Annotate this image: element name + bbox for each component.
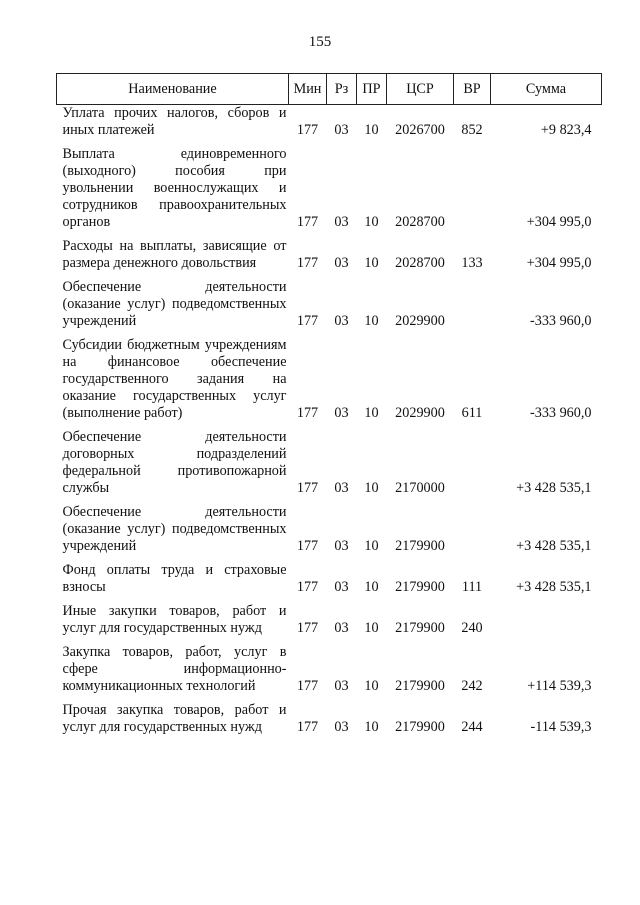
table-header <box>57 74 602 105</box>
header-row <box>57 74 602 105</box>
cell-rz: 03 <box>334 579 349 595</box>
cell-vr <box>454 429 491 504</box>
cell-min: 177 <box>296 405 319 421</box>
cell-min: 177 <box>296 620 319 636</box>
cell-pr: 10 <box>364 255 379 271</box>
cell-sum: +114 539,3 <box>527 678 592 694</box>
cell-rz: 03 <box>334 480 349 496</box>
cell-vr: 852 <box>461 122 483 138</box>
cell-min: 177 <box>296 255 319 271</box>
cell-csr: 2029900 <box>395 313 445 329</box>
cell-sum <box>491 603 602 644</box>
cell-pr: 10 <box>364 719 379 735</box>
budget-table <box>56 73 602 743</box>
header-csr: ЦСР <box>387 74 454 105</box>
cell-rz: 03 <box>334 538 349 554</box>
cell-csr: 2179900 <box>395 538 445 554</box>
cell-rz: 03 <box>334 214 349 230</box>
cell-sum: +3 428 535,1 <box>516 538 592 554</box>
cell-vr: 240 <box>461 620 483 636</box>
cell-pr: 10 <box>364 620 379 636</box>
cell-name: Прочая закупка товаров, работ и услуг для государственных нужд <box>62 702 287 735</box>
cell-min: 177 <box>296 214 319 230</box>
cell-csr: 2026700 <box>395 122 445 138</box>
cell-sum: +3 428 535,1 <box>516 579 592 595</box>
table-row <box>57 105 602 147</box>
cell-rz: 03 <box>334 620 349 636</box>
cell-rz: 03 <box>334 313 349 329</box>
cell-csr: 2029900 <box>395 405 445 421</box>
cell-name: Выплата единовременного (выходного) пособия при увольнении военнослужащих и сотрудников правоохранительных органов <box>62 146 287 230</box>
cell-pr: 10 <box>364 579 379 595</box>
cell-rz: 03 <box>334 719 349 735</box>
cell-pr: 10 <box>364 122 379 138</box>
header-name: Наименование <box>57 74 289 105</box>
cell-min: 177 <box>296 538 319 554</box>
cell-name: Уплата прочих налогов, сборов и иных платежей <box>62 105 287 138</box>
cell-rz: 03 <box>334 122 349 138</box>
cell-pr: 10 <box>364 480 379 496</box>
table-body <box>57 105 602 744</box>
cell-name: Расходы на выплаты, зависящие от размера денежного довольствия <box>62 238 287 271</box>
table-row <box>57 562 602 603</box>
cell-min: 177 <box>296 480 319 496</box>
cell-csr: 2170000 <box>395 480 445 496</box>
cell-sum: -114 539,3 <box>530 719 592 735</box>
cell-name: Иные закупки товаров, работ и услуг для государственных нужд <box>62 603 287 636</box>
table-row <box>57 504 602 562</box>
cell-min: 177 <box>296 313 319 329</box>
table-row <box>57 429 602 504</box>
cell-sum: -333 960,0 <box>530 405 592 421</box>
table-row <box>57 644 602 702</box>
header-vr: ВР <box>454 74 491 105</box>
table-row <box>57 146 602 238</box>
table-row <box>57 279 602 337</box>
table-row <box>57 238 602 279</box>
table-row <box>57 702 602 743</box>
cell-vr: 244 <box>461 719 483 735</box>
cell-csr: 2028700 <box>395 214 445 230</box>
table-row <box>57 337 602 429</box>
cell-pr: 10 <box>364 678 379 694</box>
cell-rz: 03 <box>334 678 349 694</box>
cell-vr <box>454 146 491 238</box>
cell-csr: 2179900 <box>395 620 445 636</box>
cell-name: Закупка товаров, работ, услуг в сфере информационно-коммуникационных технологий <box>62 644 287 694</box>
cell-name: Фонд оплаты труда и страховые взносы <box>62 562 287 595</box>
cell-rz: 03 <box>334 255 349 271</box>
cell-pr: 10 <box>364 405 379 421</box>
cell-pr: 10 <box>364 214 379 230</box>
cell-min: 177 <box>296 678 319 694</box>
cell-sum: +304 995,0 <box>526 214 592 230</box>
cell-pr: 10 <box>364 313 379 329</box>
cell-vr: 111 <box>461 579 483 595</box>
cell-rz: 03 <box>334 405 349 421</box>
header-min: Мин <box>289 74 327 105</box>
cell-vr: 133 <box>461 255 483 271</box>
cell-vr <box>454 504 491 562</box>
page-number: 155 <box>308 34 332 50</box>
cell-min: 177 <box>296 719 319 735</box>
cell-name: Обеспечение деятельности (оказание услуг) подведомственных учреждений <box>62 279 287 329</box>
header-pr: ПР <box>357 74 387 105</box>
cell-min: 177 <box>296 122 319 138</box>
cell-csr: 2179900 <box>395 678 445 694</box>
header-sum: Сумма <box>491 74 602 105</box>
table-row <box>57 603 602 644</box>
cell-pr: 10 <box>364 538 379 554</box>
cell-sum: +304 995,0 <box>526 255 592 271</box>
cell-csr: 2028700 <box>395 255 445 271</box>
cell-vr: 242 <box>461 678 483 694</box>
cell-sum: -333 960,0 <box>530 313 592 329</box>
cell-csr: 2179900 <box>395 579 445 595</box>
cell-name: Обеспечение деятельности (оказание услуг) подведомственных учреждений <box>62 504 287 554</box>
cell-sum: +3 428 535,1 <box>516 480 592 496</box>
cell-name: Обеспечение деятельности договорных подразделений федеральной противопожарной службы <box>62 429 287 496</box>
cell-sum: +9 823,4 <box>540 122 592 138</box>
cell-name: Субсидии бюджетным учреждениям на финансовое обеспечение государственного задания на оказание государственных услуг (выполнение работ) <box>62 337 287 421</box>
cell-vr: 611 <box>461 405 483 421</box>
header-rz: Рз <box>327 74 357 105</box>
cell-min: 177 <box>296 579 319 595</box>
cell-csr: 2179900 <box>395 719 445 735</box>
cell-vr <box>454 279 491 337</box>
